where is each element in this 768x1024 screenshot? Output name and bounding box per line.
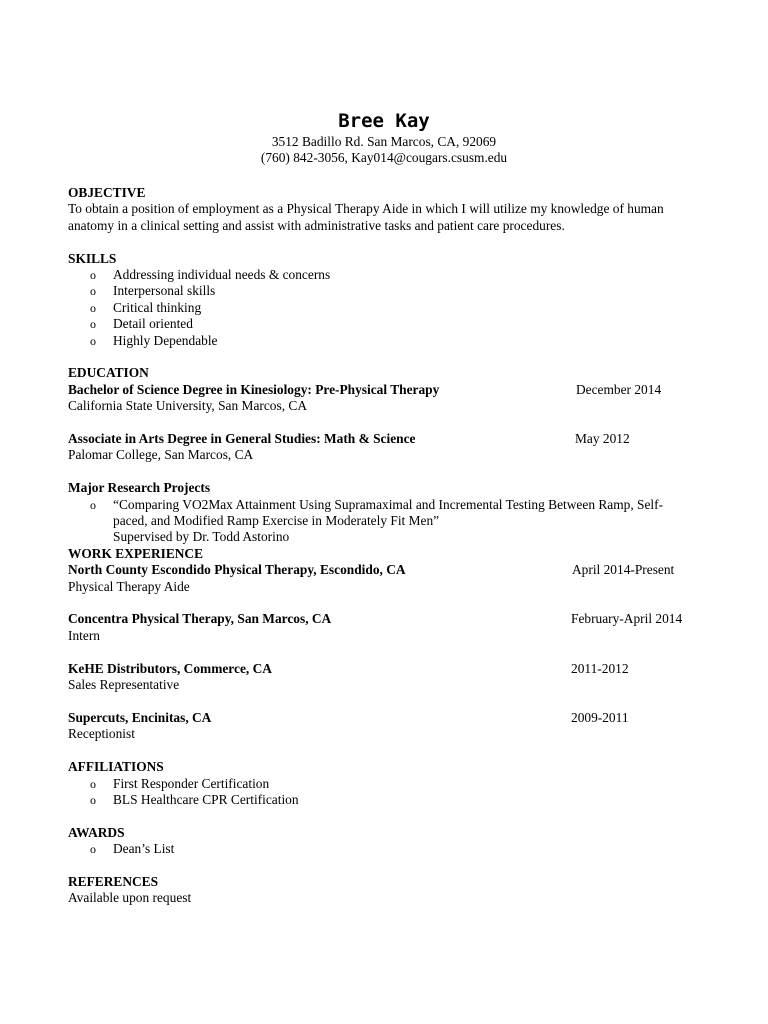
school-name: California State University, San Marcos, CA	[68, 398, 308, 414]
research-title-line-1: “Comparing VO2Max Attainment Using Supramaximal and Incremental Testing Between Ramp, Self-	[113, 496, 664, 512]
employer-name: Supercuts, Encinitas, CA	[68, 709, 212, 725]
job-role: Receptionist	[68, 726, 135, 742]
bullet-marker: o	[90, 268, 96, 283]
education-entry	[68, 382, 708, 398]
affiliations-list	[68, 776, 708, 809]
bullet-marker: o	[90, 497, 96, 512]
bullet-marker: o	[90, 792, 96, 807]
degree-date: December 2014	[576, 381, 662, 397]
bullet-marker: o	[90, 300, 96, 315]
job-role: Intern	[68, 627, 100, 643]
bullet-marker: o	[90, 776, 96, 791]
awards-list	[68, 841, 708, 857]
references-heading: REFERENCES	[68, 873, 159, 889]
employer-name: KeHE Distributors, Commerce, CA	[68, 660, 272, 676]
skills-list	[68, 267, 708, 349]
resume-body	[68, 185, 708, 907]
work-entry	[68, 562, 708, 578]
affiliations-heading: AFFILIATIONS	[68, 759, 164, 775]
education-heading: EDUCATION	[68, 365, 149, 381]
address-line: 3512 Badillo Rd. San Marcos, CA, 92069	[271, 134, 497, 149]
work-heading: WORK EXPERIENCE	[68, 545, 204, 561]
employment-date: 2011-2012	[571, 660, 629, 676]
research-list	[68, 497, 708, 513]
employment-date: February-April 2014	[571, 611, 683, 627]
list-item	[68, 497, 708, 513]
education-entry	[68, 431, 708, 447]
list-item: o Detail oriented	[90, 316, 193, 332]
bullet-marker: o	[90, 333, 96, 348]
list-item: o Highly Dependable	[90, 332, 218, 348]
work-entry	[68, 611, 708, 627]
employer-name: North County Escondido Physical Therapy, Escondido, CA	[68, 562, 406, 578]
job-role: Physical Therapy Aide	[68, 578, 190, 594]
research-title-line-2: paced, and Modified Ramp Exercise in Moderately Fit Men”	[113, 513, 440, 529]
research-supervisor: Supervised by Dr. Todd Astorino	[113, 529, 290, 545]
list-item: o Dean’s List	[90, 841, 175, 857]
awards-heading: AWARDS	[68, 824, 125, 840]
degree-date: May 2012	[575, 431, 630, 447]
bullet-marker: o	[90, 842, 96, 857]
objective-text-line-1: To obtain a position of employment as a Physical Therapy Aide in which I will utilize my knowledge of human	[68, 201, 664, 217]
work-entry	[68, 661, 708, 677]
list-item: o Critical thinking	[90, 299, 202, 315]
employer-name: Concentra Physical Therapy, San Marcos, CA	[68, 611, 332, 627]
contact-line: (760) 842-3056, Kay014@cougars.csusm.edu	[260, 150, 508, 166]
skills-heading: SKILLS	[68, 250, 117, 266]
work-entry	[68, 710, 708, 726]
candidate-name: Bree Kay	[338, 110, 430, 132]
degree-title: Associate in Arts Degree in General Studies: Math & Science	[68, 431, 416, 447]
objective-heading: OBJECTIVE	[68, 185, 146, 200]
list-item: o Addressing individual needs & concerns	[90, 267, 331, 283]
job-role: Sales Representative	[68, 677, 180, 693]
list-item: o Interpersonal skills	[90, 283, 216, 299]
list-item: o First Responder Certification	[90, 775, 270, 791]
degree-title: Bachelor of Science Degree in Kinesiology: Pre-Physical Therapy	[68, 381, 440, 397]
employment-date: 2009-2011	[571, 709, 629, 725]
list-item: o BLS Healthcare CPR Certification	[90, 791, 299, 807]
objective-text-line-2: anatomy in a clinical setting and assist with administrative tasks and patient care procedures.	[68, 217, 565, 233]
employment-date: April 2014-Present	[572, 562, 675, 578]
resume-header	[0, 108, 768, 167]
school-name: Palomar College, San Marcos, CA	[68, 447, 254, 463]
research-heading: Major Research Projects	[68, 480, 211, 496]
references-text: Available upon request	[68, 890, 192, 906]
bullet-marker: o	[90, 317, 96, 332]
bullet-marker: o	[90, 284, 96, 299]
